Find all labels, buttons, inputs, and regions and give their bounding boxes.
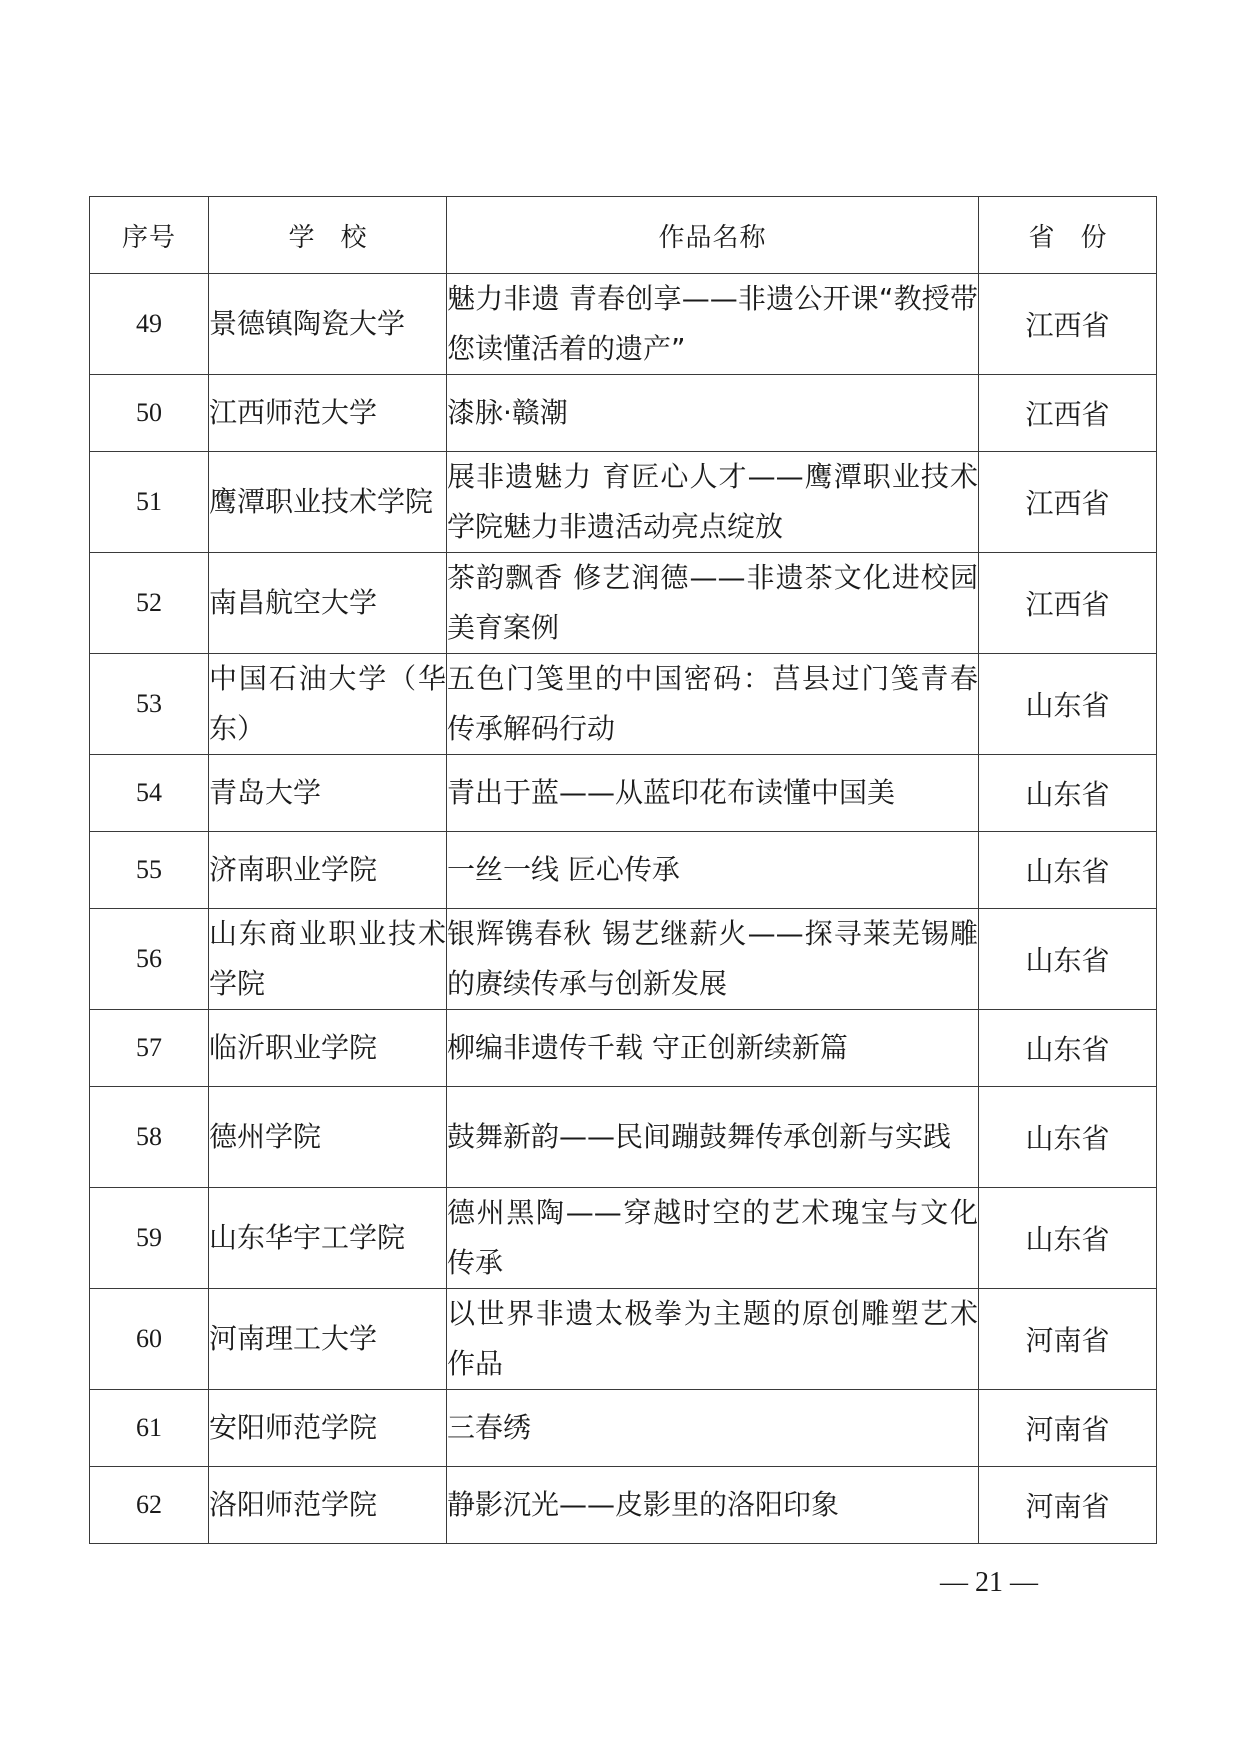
cell-work-title: 柳编非遗传千载 守正创新续新篇 [447,1010,979,1087]
cell-work-title: 以世界非遗太极拳为主题的原创雕塑艺术作品 [447,1289,979,1390]
cell-work-title: 一丝一线 匠心传承 [447,832,979,909]
cell-school: 河南理工大学 [209,1289,447,1390]
cell-work-title: 德州黑陶——穿越时空的艺术瑰宝与文化传承 [447,1188,979,1289]
table-row [90,1188,1157,1289]
cell-province: 河南省 [979,1289,1157,1390]
cell-school: 德州学院 [209,1087,447,1188]
cell-province: 山东省 [979,1087,1157,1188]
cell-province: 山东省 [979,654,1157,755]
cell-serial-number: 53 [90,654,209,755]
cell-province: 江西省 [979,274,1157,375]
header-school: 学 校 [209,197,447,274]
header-province: 省 份 [979,197,1157,274]
cell-work-title: 银辉镌春秋 锡艺继薪火——探寻莱芜锡雕的赓续传承与创新发展 [447,909,979,1010]
cell-work-title: 茶韵飘香 修艺润德——非遗茶文化进校园美育案例 [447,553,979,654]
cell-serial-number: 50 [90,375,209,452]
cell-province: 江西省 [979,452,1157,553]
table-header-row [90,197,1157,274]
page-number: — 21 — [940,1567,1038,1598]
cell-serial-number: 60 [90,1289,209,1390]
cell-serial-number: 55 [90,832,209,909]
cell-school: 临沂职业学院 [209,1010,447,1087]
cell-school: 山东华宇工学院 [209,1188,447,1289]
cell-serial-number: 61 [90,1390,209,1467]
table-row [90,755,1157,832]
cell-school: 洛阳师范学院 [209,1467,447,1544]
cell-serial-number: 56 [90,909,209,1010]
cell-school: 济南职业学院 [209,832,447,909]
cell-work-title: 青出于蓝——从蓝印花布读懂中国美 [447,755,979,832]
cell-serial-number: 57 [90,1010,209,1087]
cell-serial-number: 54 [90,755,209,832]
cell-serial-number: 58 [90,1087,209,1188]
header-work-title: 作品名称 [447,197,979,274]
cell-school: 鹰潭职业技术学院 [209,452,447,553]
cell-school: 安阳师范学院 [209,1390,447,1467]
cell-province: 山东省 [979,755,1157,832]
table-row [90,1010,1157,1087]
cell-school: 山东商业职业技术学院 [209,909,447,1010]
table-row [90,654,1157,755]
cell-serial-number: 49 [90,274,209,375]
table-row [90,553,1157,654]
table-row [90,832,1157,909]
cell-province: 山东省 [979,832,1157,909]
cell-work-title: 五色门笺里的中国密码：莒县过门笺青春传承解码行动 [447,654,979,755]
cell-serial-number: 59 [90,1188,209,1289]
cell-work-title: 漆脉·赣潮 [447,375,979,452]
cell-province: 河南省 [979,1467,1157,1544]
cell-work-title: 鼓舞新韵——民间蹦鼓舞传承创新与实践 [447,1087,979,1188]
header-serial-number: 序号 [90,197,209,274]
cell-school: 南昌航空大学 [209,553,447,654]
cell-school: 中国石油大学（华东） [209,654,447,755]
cell-work-title: 魅力非遗 青春创享——非遗公开课“教授带您读懂活着的遗产” [447,274,979,375]
cell-province: 山东省 [979,1188,1157,1289]
table-row [90,375,1157,452]
table-row [90,1390,1157,1467]
cell-province: 山东省 [979,909,1157,1010]
cell-province: 河南省 [979,1390,1157,1467]
cell-province: 山东省 [979,1010,1157,1087]
cell-work-title: 三春绣 [447,1390,979,1467]
cell-province: 江西省 [979,553,1157,654]
cell-serial-number: 62 [90,1467,209,1544]
table-row [90,1289,1157,1390]
cell-serial-number: 52 [90,553,209,654]
table-row [90,274,1157,375]
table-row [90,909,1157,1010]
table-row [90,452,1157,553]
table-row [90,1467,1157,1544]
cell-school: 青岛大学 [209,755,447,832]
cell-school: 江西师范大学 [209,375,447,452]
table-row [90,1087,1157,1188]
award-list-table [89,196,1157,1544]
cell-serial-number: 51 [90,452,209,553]
cell-work-title: 展非遗魅力 育匠心人才——鹰潭职业技术学院魅力非遗活动亮点绽放 [447,452,979,553]
cell-school: 景德镇陶瓷大学 [209,274,447,375]
cell-province: 江西省 [979,375,1157,452]
cell-work-title: 静影沉光——皮影里的洛阳印象 [447,1467,979,1544]
